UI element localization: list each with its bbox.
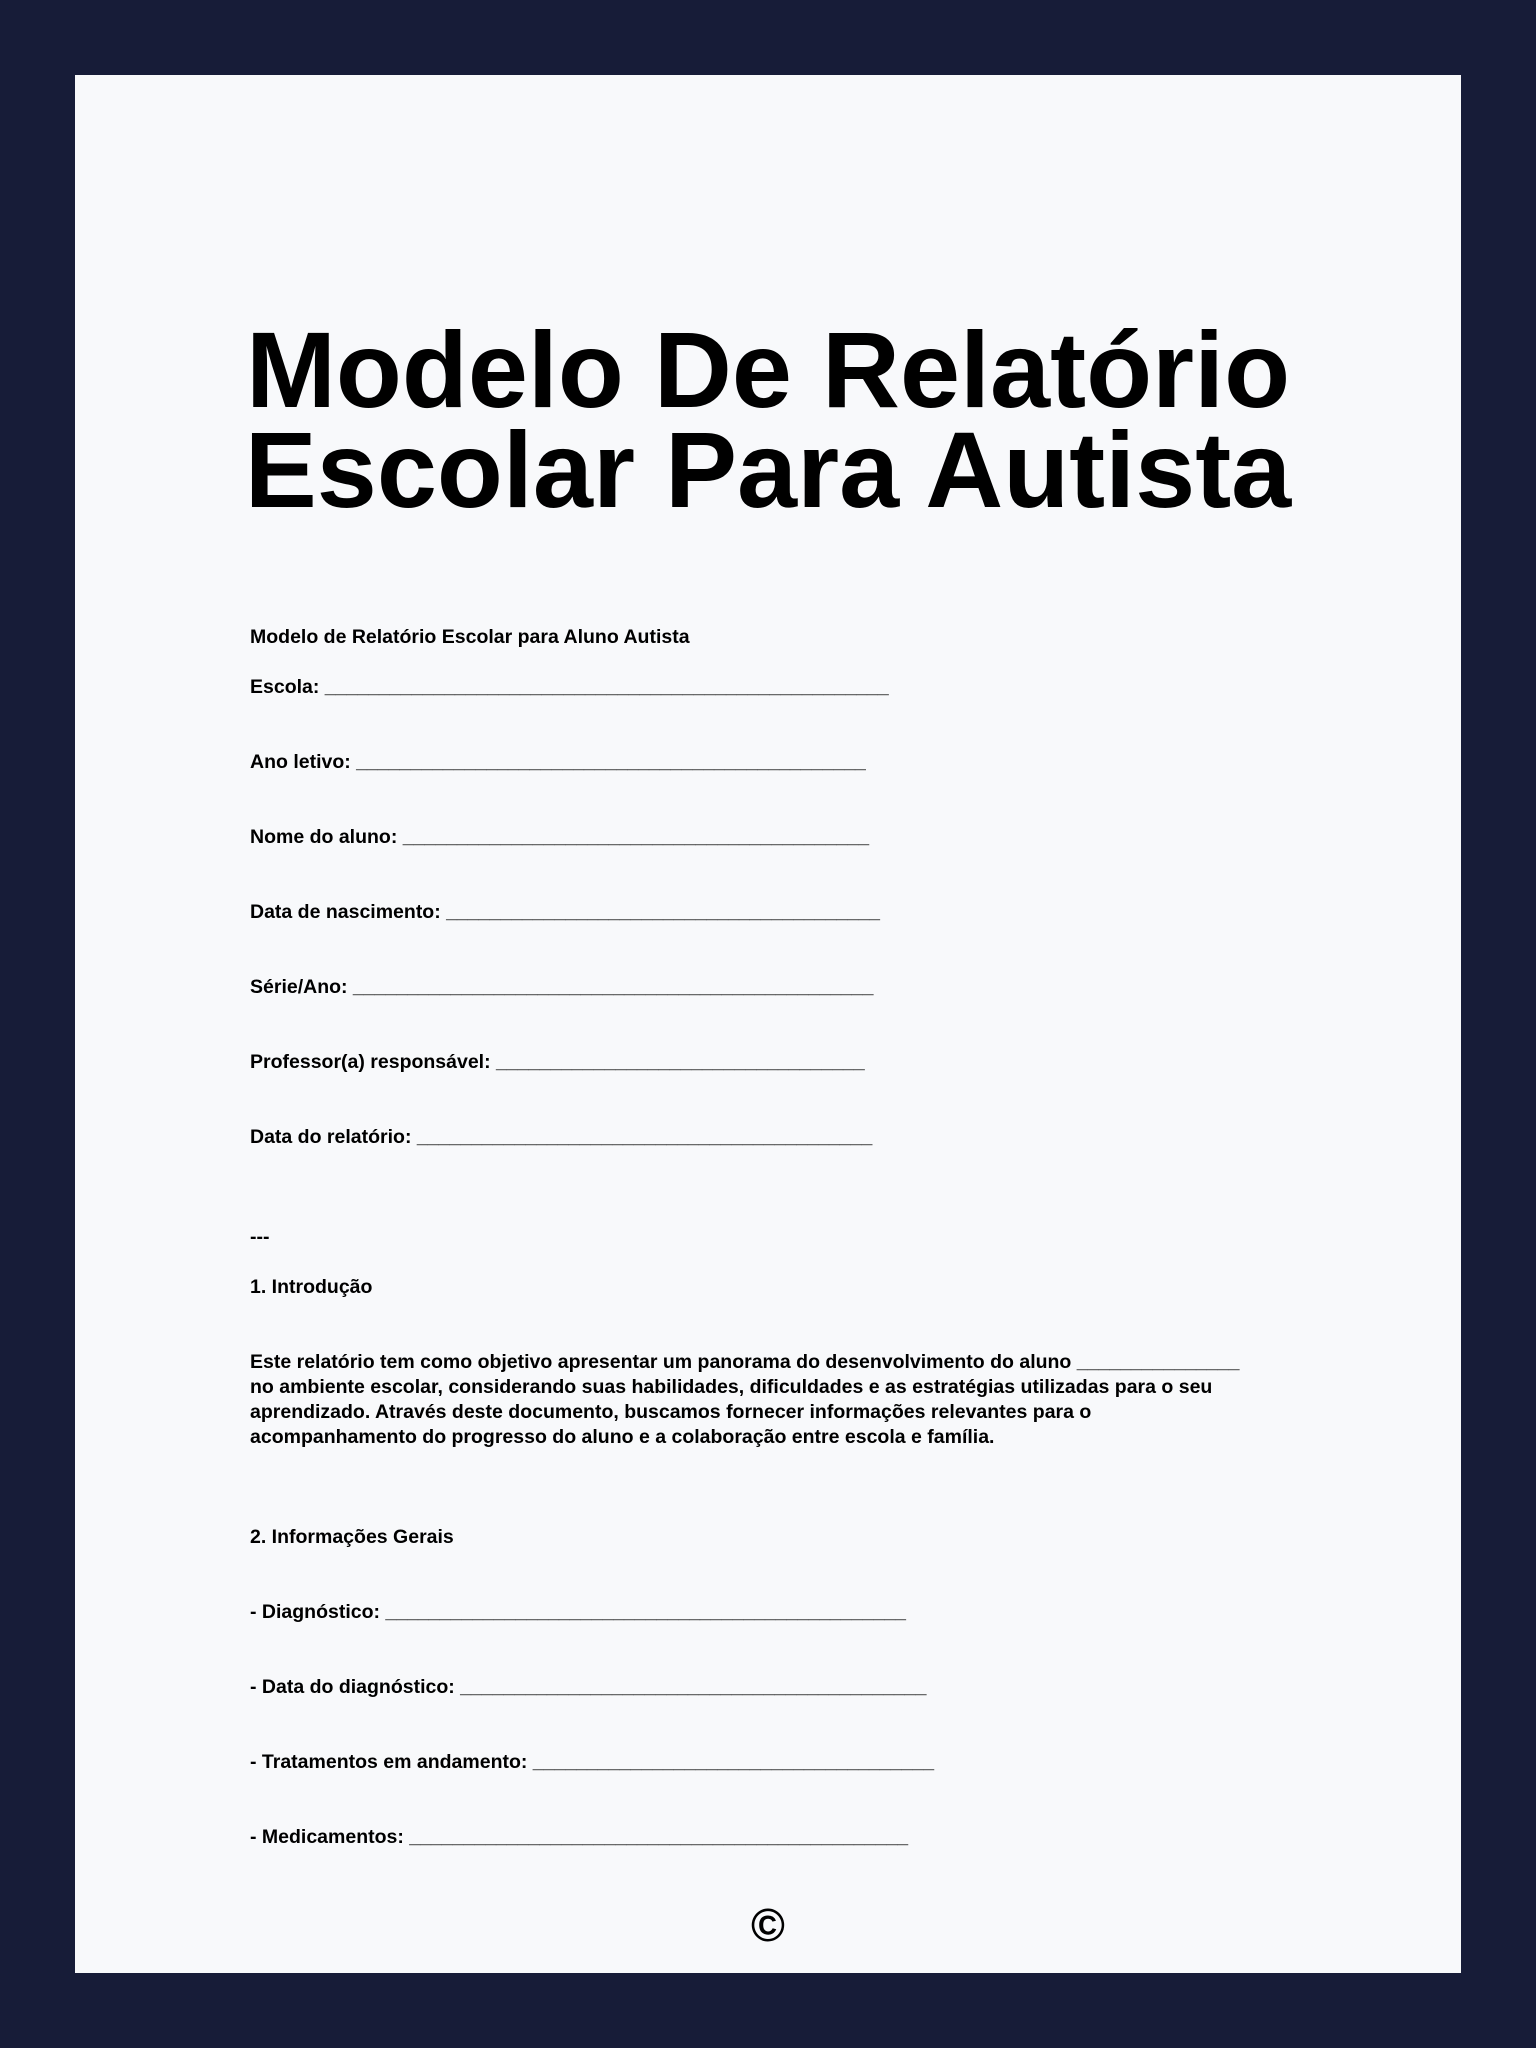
field-tratamentos: - Tratamentos em andamento: _____________________________________ — [250, 1751, 935, 1773]
document-subtitle: Modelo de Relatório Escolar para Aluno Autista — [250, 626, 690, 648]
section-informacoes-heading: 2. Informações Gerais — [250, 1526, 454, 1548]
field-escola: Escola: ____________________________________________________ — [250, 676, 889, 698]
field-nome-aluno: Nome do aluno: ___________________________________________ — [250, 826, 870, 848]
document-title: Modelo De Relatório Escolar Para Autista — [244, 309, 1292, 530]
field-serie-ano: Série/Ano: ________________________________________________ — [250, 976, 874, 998]
document-page — [75, 75, 1461, 1973]
section-introducao-paragraph: Este relatório tem como objetivo apresentar um panorama do desenvolvimento do aluno _______________ no ambiente escolar, considerando suas habilidades, dificuldades e as estratégias utilizadas para o seu aprendizado. Através deste documento, buscamos fornecer informações relevantes para o acompanhamento do progresso do aluno e a colaboração entre escola e família. — [250, 1351, 1240, 1448]
field-data-nascimento: Data de nascimento: ________________________________________ — [250, 901, 880, 923]
field-ano-letivo: Ano letivo: _______________________________________________ — [250, 751, 866, 773]
field-data-relatorio: Data do relatório: __________________________________________ — [250, 1126, 873, 1148]
field-diagnostico: - Diagnóstico: ________________________________________________ — [250, 1601, 906, 1623]
copyright-icon: © — [751, 1899, 785, 1951]
field-medicamentos: - Medicamentos: ______________________________________________ — [250, 1826, 909, 1848]
field-data-diagnostico: - Data do diagnóstico: ___________________________________________ — [250, 1676, 927, 1698]
section-introducao-heading: 1. Introdução — [250, 1276, 373, 1298]
separator: --- — [250, 1226, 270, 1248]
field-professor: Professor(a) responsável: __________________________________ — [250, 1051, 865, 1073]
